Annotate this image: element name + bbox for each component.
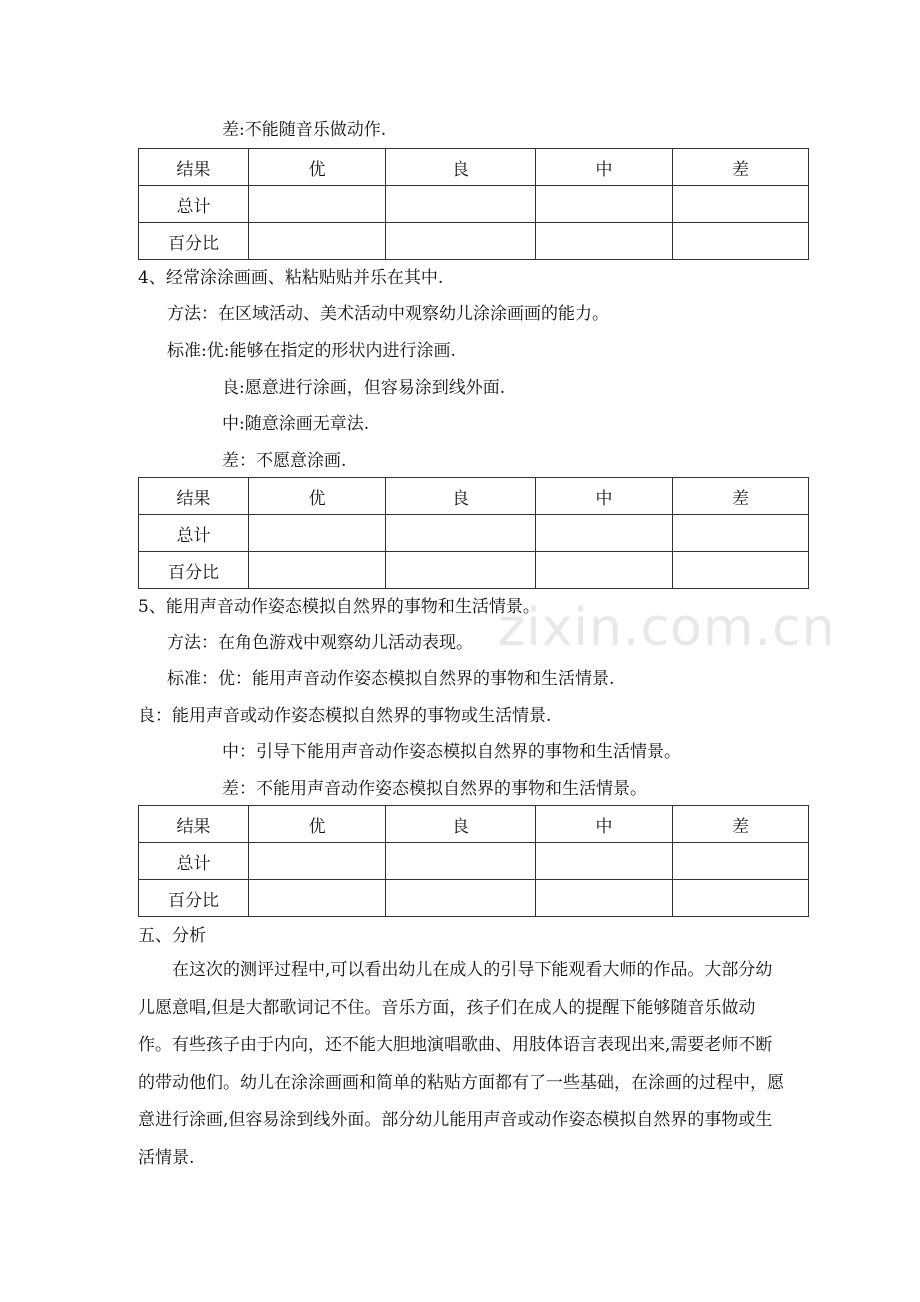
- result-table-2: [138, 477, 809, 589]
- item4-standard-cha: 差：不愿意涂画.: [222, 451, 347, 471]
- header-cell: 差: [673, 806, 809, 843]
- item4-standard-zhong: 中:随意涂画无章法.: [222, 414, 370, 434]
- table-row: [139, 515, 809, 552]
- section5-heading: 五、分析: [138, 926, 206, 946]
- header-cell: 良: [386, 149, 536, 186]
- table-cell: [249, 880, 386, 917]
- table-cell: [536, 186, 673, 223]
- table-cell: [249, 223, 386, 260]
- header-cell: 结果: [139, 149, 249, 186]
- header-cell: 优: [249, 149, 386, 186]
- table-cell: [536, 552, 673, 589]
- item4-method: 方法：在区域活动、美术活动中观察幼儿涂涂画画的能力。: [167, 304, 609, 324]
- table-cell: [386, 223, 536, 260]
- item4-title: 4、经常涂涂画画、粘粘贴贴并乐在其中.: [138, 268, 444, 288]
- row-label: 总计: [139, 186, 249, 223]
- header-cell: 中: [536, 806, 673, 843]
- item5-standard-you: 标准：优：能用声音动作姿态模拟自然界的事物和生活情景.: [167, 669, 615, 689]
- table-cell: [673, 880, 809, 917]
- table-cell: [673, 186, 809, 223]
- header-cell: 结果: [139, 806, 249, 843]
- item5-title: 5、能用声音动作姿态模拟自然界的事物和生活情景。: [138, 597, 540, 617]
- analysis-paragraph: 在这次的测评过程中,可以看出幼儿在成人的引导下能观看大师的作品。大部分幼儿愿意唱,但是大都歌词记不住。音乐方面，孩子们在成人的提醒下能够随音乐做动作。有些孩子由于内向，还不能大胆地演唱歌曲、用肢体语言表现出来,需要老师不断的带动他们。幼儿在涂涂画画和简单的粘贴方面都有了一些基础，在涂画的过程中，愿意进行涂画,但容易涂到线外面。部分幼儿能用声音或动作姿态模拟自然界的事物或生活情景.: [138, 960, 784, 1168]
- table-cell: [386, 515, 536, 552]
- header-cell: 差: [673, 478, 809, 515]
- table-cell: [249, 552, 386, 589]
- table-cell: [673, 843, 809, 880]
- table-cell: [386, 843, 536, 880]
- item4-standard-you: 标准:优:能够在指定的形状内进行涂画.: [167, 341, 456, 361]
- header-cell: 中: [536, 149, 673, 186]
- row-label: 百分比: [139, 552, 249, 589]
- table-cell: [249, 515, 386, 552]
- table-cell: [673, 515, 809, 552]
- watermark: zixin.com.cn: [498, 598, 836, 658]
- header-cell: 差: [673, 149, 809, 186]
- header-cell: 结果: [139, 478, 249, 515]
- item4-standard-liang: 良:愿意进行涂画，但容易涂到线外面.: [222, 378, 506, 398]
- header-cell: 优: [249, 806, 386, 843]
- table-row: [139, 186, 809, 223]
- table-row: [139, 223, 809, 260]
- table-cell: [249, 843, 386, 880]
- table-cell: [536, 515, 673, 552]
- row-label: 百分比: [139, 880, 249, 917]
- table-cell: [673, 552, 809, 589]
- table-header-row: [139, 806, 809, 843]
- header-cell: 优: [249, 478, 386, 515]
- table-row: [139, 843, 809, 880]
- table-cell: [386, 186, 536, 223]
- table-header-row: [139, 478, 809, 515]
- table-cell: [386, 552, 536, 589]
- table-cell: [536, 223, 673, 260]
- table-cell: [673, 223, 809, 260]
- row-label: 总计: [139, 843, 249, 880]
- item5-standard-liang: 良：能用声音或动作姿态模拟自然界的事物或生活情景.: [138, 706, 552, 726]
- table-header-row: [139, 149, 809, 186]
- row-label: 百分比: [139, 223, 249, 260]
- row-label: 总计: [139, 515, 249, 552]
- item5-method: 方法：在角色游戏中观察幼儿活动表现。: [167, 633, 473, 653]
- table-cell: [249, 186, 386, 223]
- item5-standard-zhong: 中：引导下能用声音动作姿态模拟自然界的事物和生活情景。: [222, 742, 681, 762]
- table-cell: [536, 880, 673, 917]
- result-table-3: [138, 805, 809, 917]
- item5-standard-cha: 差：不能用声音动作姿态模拟自然界的事物和生活情景。: [222, 779, 647, 799]
- top-standard-line: 差:不能随音乐做动作.: [222, 120, 387, 140]
- header-cell: 良: [386, 806, 536, 843]
- table-row: [139, 552, 809, 589]
- table-row: [139, 880, 809, 917]
- header-cell: 良: [386, 478, 536, 515]
- table-cell: [536, 843, 673, 880]
- result-table-1: [138, 148, 809, 260]
- table-cell: [386, 880, 536, 917]
- header-cell: 中: [536, 478, 673, 515]
